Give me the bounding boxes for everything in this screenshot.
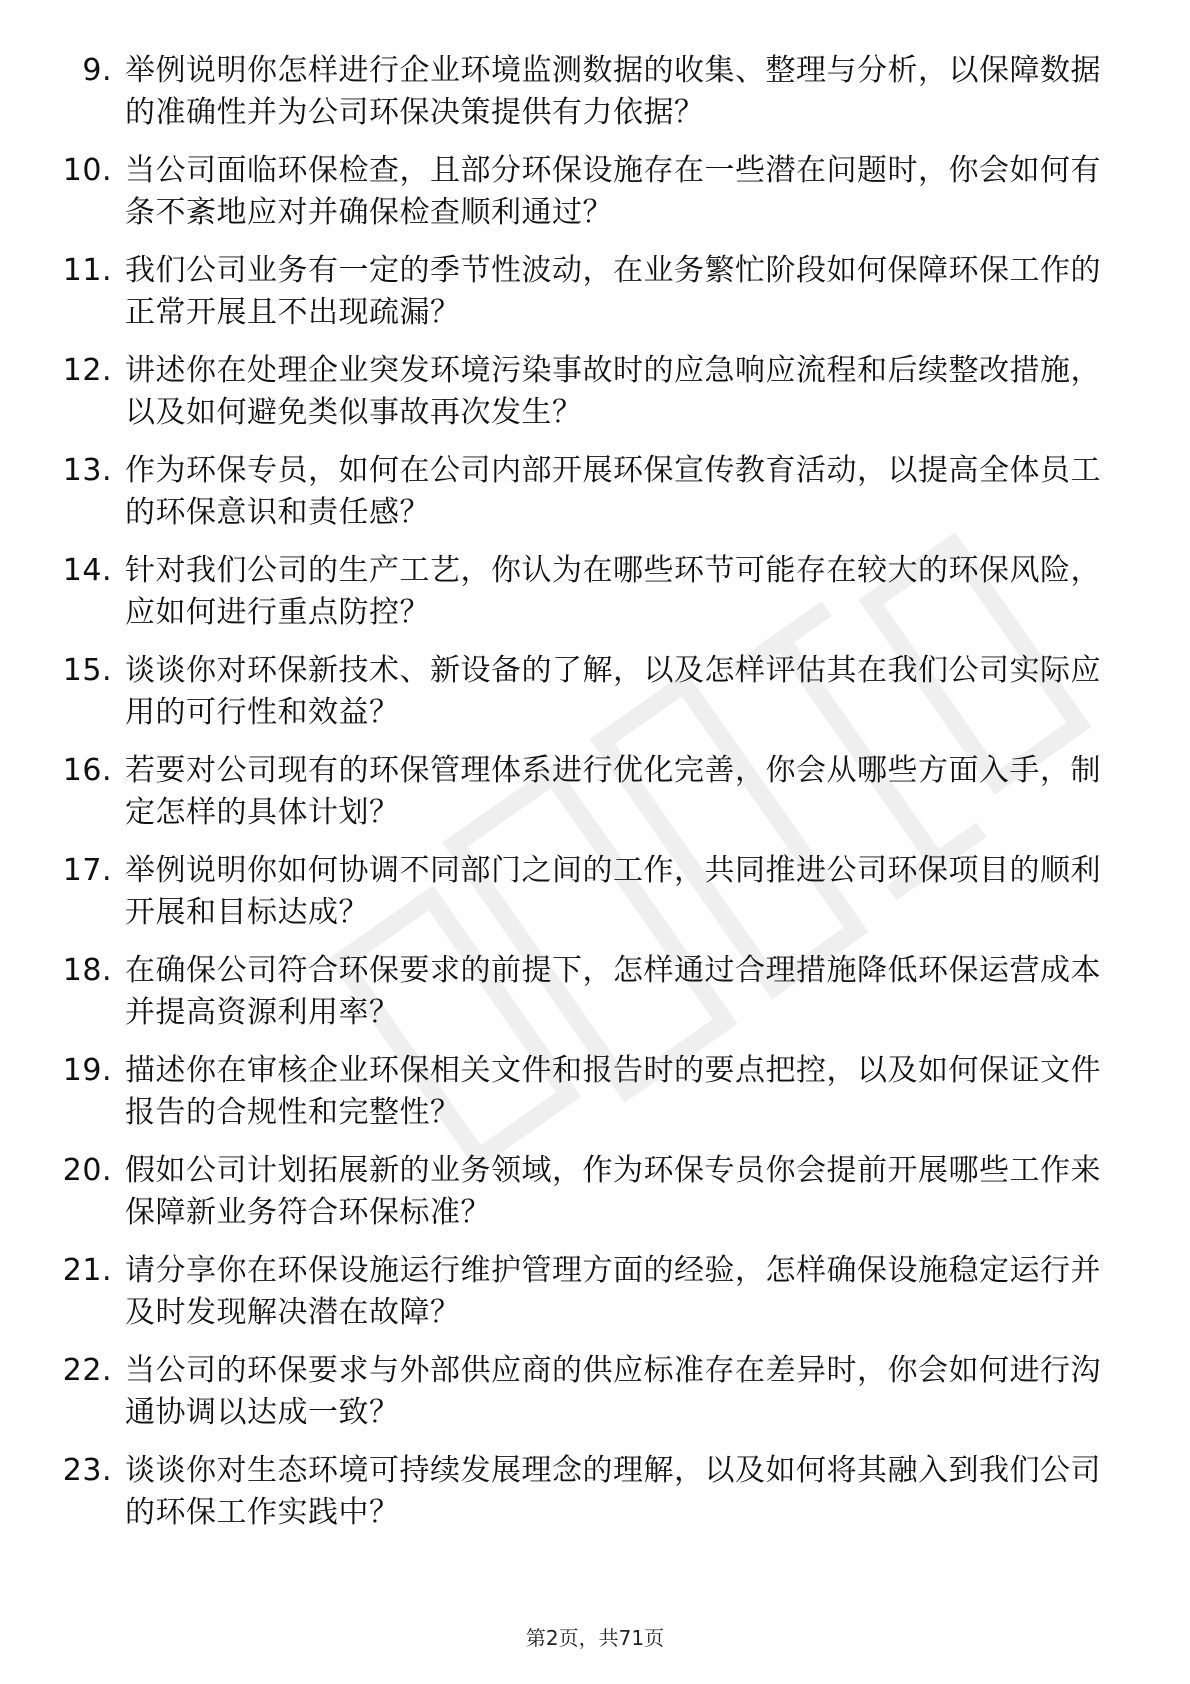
question-item	[50, 750, 1120, 834]
question-item	[50, 950, 1120, 1034]
question-item	[50, 50, 1120, 134]
question-text: 作为环保专员，如何在公司内部开展环保宣传教育活动，以提高全体员工的环保意识和责任感？	[125, 453, 1101, 530]
question-item	[50, 850, 1120, 934]
question-item	[50, 250, 1120, 334]
question-number: 19.	[62, 1053, 112, 1088]
question-number: 11.	[62, 253, 112, 288]
question-number: 15.	[62, 653, 112, 688]
question-number: 12.	[62, 353, 112, 388]
question-number: 13.	[62, 453, 112, 488]
question-number: 23.	[62, 1453, 112, 1488]
question-text: 请分享你在环保设施运行维护管理方面的经验，怎样确保设施稳定运行并及时发现解决潜在故障？	[125, 1253, 1101, 1330]
question-text: 当公司面临环保检查，且部分环保设施存在一些潜在问题时，你会如何有条不紊地应对并确保检查顺利通过？	[125, 153, 1101, 230]
question-item	[50, 1350, 1120, 1434]
question-item	[50, 1250, 1120, 1334]
question-text: 我们公司业务有一定的季节性波动，在业务繁忙阶段如何保障环保工作的正常开展且不出现疏漏？	[125, 253, 1101, 330]
question-text: 在确保公司符合环保要求的前提下，怎样通过合理措施降低环保运营成本并提高资源利用率？	[125, 953, 1101, 1030]
question-text: 谈谈你对环保新技术、新设备的了解，以及怎样评估其在我们公司实际应用的可行性和效益？	[125, 653, 1101, 730]
question-text: 若要对公司现有的环保管理体系进行优化完善，你会从哪些方面入手，制定怎样的具体计划？	[125, 753, 1101, 830]
question-number: 20.	[62, 1153, 112, 1188]
question-item	[50, 1150, 1120, 1234]
question-number: 14.	[62, 553, 112, 588]
page-number-footer: 第2页，共71页	[525, 1626, 665, 1650]
question-text: 假如公司计划拓展新的业务领域，作为环保专员你会提前开展哪些工作来保障新业务符合环保标准？	[125, 1153, 1101, 1230]
question-item	[50, 450, 1120, 534]
question-number: 17.	[62, 853, 112, 888]
question-text: 当公司的环保要求与外部供应商的供应标准存在差异时，你会如何进行沟通协调以达成一致？	[125, 1353, 1101, 1430]
question-list	[50, 50, 1120, 1550]
question-item	[50, 650, 1120, 734]
question-number: 10.	[62, 153, 112, 188]
question-number: 21.	[62, 1253, 112, 1288]
question-text: 举例说明你怎样进行企业环境监测数据的收集、整理与分析，以保障数据的准确性并为公司环保决策提供有力依据？	[125, 53, 1101, 130]
question-item	[50, 1050, 1120, 1134]
question-text: 针对我们公司的生产工艺，你认为在哪些环节可能存在较大的环保风险，应如何进行重点防控？	[125, 553, 1101, 630]
question-item	[50, 150, 1120, 234]
question-item	[50, 1450, 1120, 1534]
question-number: 9.	[82, 53, 112, 88]
question-text: 描述你在审核企业环保相关文件和报告时的要点把控，以及如何保证文件报告的合规性和完整性？	[125, 1053, 1101, 1130]
question-item	[50, 350, 1120, 434]
question-text: 讲述你在处理企业突发环境污染事故时的应急响应流程和后续整改措施，以及如何避免类似事故再次发生？	[125, 353, 1101, 430]
question-number: 18.	[62, 953, 112, 988]
question-item	[50, 550, 1120, 634]
question-text: 举例说明你如何协调不同部门之间的工作，共同推进公司环保项目的顺利开展和目标达成？	[125, 853, 1101, 930]
question-number: 22.	[62, 1353, 112, 1388]
question-number: 16.	[62, 753, 112, 788]
question-text: 谈谈你对生态环境可持续发展理念的理解，以及如何将其融入到我们公司的环保工作实践中？	[125, 1453, 1101, 1530]
